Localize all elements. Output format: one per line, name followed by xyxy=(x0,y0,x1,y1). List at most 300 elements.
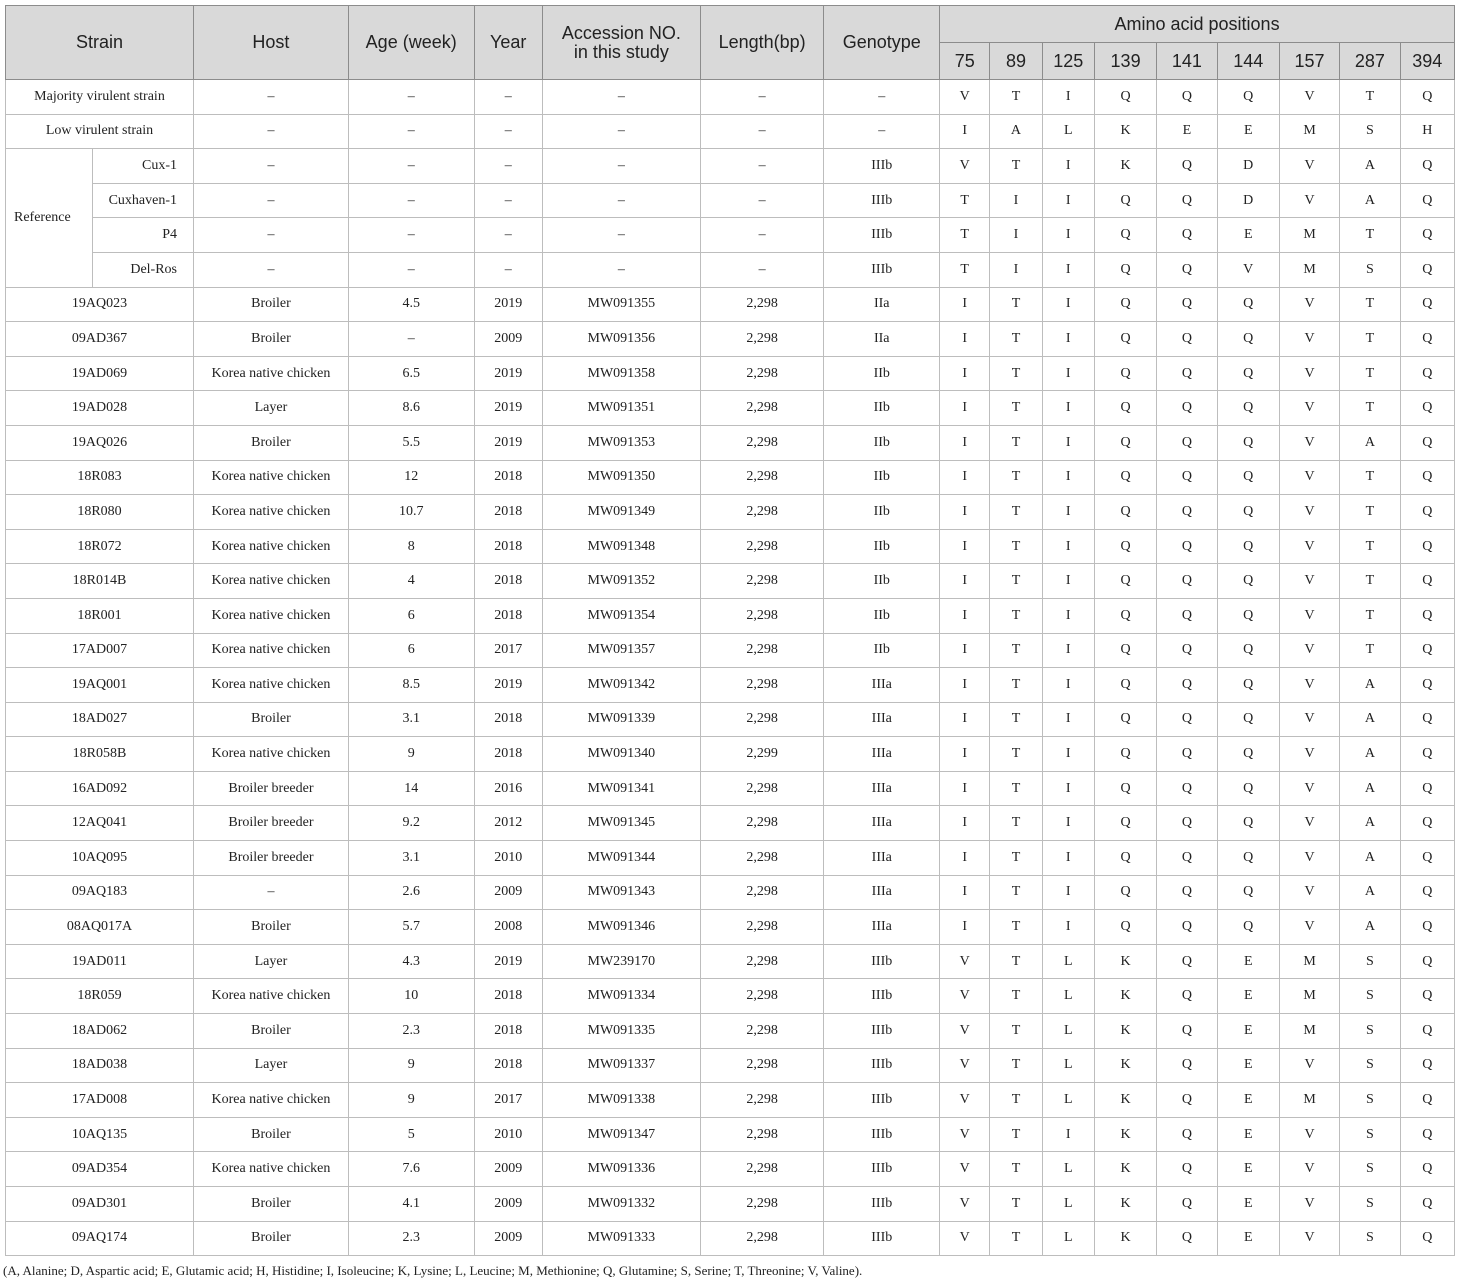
header-year: Year xyxy=(474,6,542,80)
amino-acid-cell: I xyxy=(1042,356,1094,391)
strain-cell: 19AD028 xyxy=(6,391,194,426)
year-cell: – xyxy=(474,252,542,287)
table-row xyxy=(6,322,1455,357)
host-cell: Broiler xyxy=(194,1117,349,1152)
amino-acid-cell: K xyxy=(1094,114,1156,149)
amino-acid-cell: Q xyxy=(1157,495,1217,530)
age-cell: – xyxy=(348,252,474,287)
amino-acid-cell: T xyxy=(990,979,1042,1014)
amino-acid-cell: Q xyxy=(1157,944,1217,979)
table-row xyxy=(6,529,1455,564)
host-cell: Broiler breeder xyxy=(194,771,349,806)
accession-cell: MW091332 xyxy=(542,1187,700,1222)
amino-acid-cell: Q xyxy=(1217,425,1279,460)
host-cell: – xyxy=(194,114,349,149)
strain-cell: Majority virulent strain xyxy=(6,80,194,115)
length-cell: 2,298 xyxy=(700,322,824,357)
table-row xyxy=(6,80,1455,115)
age-cell: 6.5 xyxy=(348,356,474,391)
accession-cell: MW091344 xyxy=(542,841,700,876)
amino-acid-cell: Q xyxy=(1400,425,1454,460)
amino-acid-cell: K xyxy=(1094,1083,1156,1118)
host-cell: Korea native chicken xyxy=(194,460,349,495)
amino-acid-cell: A xyxy=(1340,910,1400,945)
amino-acid-cell: I xyxy=(940,460,990,495)
age-cell: 7.6 xyxy=(348,1152,474,1187)
table-row xyxy=(6,944,1455,979)
accession-cell: MW091353 xyxy=(542,425,700,460)
table-row xyxy=(6,633,1455,668)
amino-acid-cell: A xyxy=(1340,668,1400,703)
amino-acid-cell: Q xyxy=(1217,391,1279,426)
length-cell: 2,298 xyxy=(700,1083,824,1118)
amino-acid-cell: K xyxy=(1094,149,1156,184)
amino-acid-cell: Q xyxy=(1400,1187,1454,1222)
table-row xyxy=(6,668,1455,703)
amino-acid-cell: M xyxy=(1279,1014,1339,1049)
amino-acid-cell: S xyxy=(1340,1083,1400,1118)
strain-cell: 16AD092 xyxy=(6,771,194,806)
amino-acid-cell: Q xyxy=(1157,737,1217,772)
year-cell: 2018 xyxy=(474,460,542,495)
age-cell: 8.5 xyxy=(348,668,474,703)
length-cell: – xyxy=(700,183,824,218)
amino-acid-cell: I xyxy=(1042,737,1094,772)
amino-acid-cell: T xyxy=(990,771,1042,806)
year-cell: 2008 xyxy=(474,910,542,945)
host-cell: Broiler breeder xyxy=(194,841,349,876)
genotype-cell: IIIb xyxy=(824,1083,940,1118)
length-cell: 2,298 xyxy=(700,391,824,426)
amino-acid-cell: V xyxy=(1279,841,1339,876)
amino-acid-cell: Q xyxy=(1400,702,1454,737)
amino-acid-cell: E xyxy=(1217,1187,1279,1222)
amino-acid-cell: E xyxy=(1217,979,1279,1014)
amino-acid-cell: Q xyxy=(1094,771,1156,806)
header-position: 139 xyxy=(1094,43,1156,80)
accession-cell: MW091349 xyxy=(542,495,700,530)
amino-acid-cell: Q xyxy=(1400,1221,1454,1256)
table-row xyxy=(6,806,1455,841)
table-body xyxy=(6,80,1455,1256)
amino-acid-cell: V xyxy=(1279,460,1339,495)
age-cell: 8.6 xyxy=(348,391,474,426)
amino-acid-cell: Q xyxy=(1217,668,1279,703)
amino-acid-cell: T xyxy=(990,910,1042,945)
amino-acid-cell: Q xyxy=(1217,460,1279,495)
header-position: 75 xyxy=(940,43,990,80)
amino-acid-cell: T xyxy=(990,1221,1042,1256)
host-cell: Broiler xyxy=(194,910,349,945)
amino-acid-cell: Q xyxy=(1217,841,1279,876)
table-row xyxy=(6,841,1455,876)
amino-acid-cell: T xyxy=(990,1014,1042,1049)
amino-acid-cell: I xyxy=(940,322,990,357)
amino-acid-cell: I xyxy=(1042,1117,1094,1152)
amino-acid-cell: Q xyxy=(1094,841,1156,876)
footnote: (A, Alanine; D, Aspartic acid; E, Glutamic acid; H, Histidine; I, Isoleucine; K, Lysine; L, Leucine; M, Methionine; Q, Glutamine; S, Serine; T, Threonine; V, Valine). xyxy=(3,1263,863,1278)
strain-cell: Del-Ros xyxy=(93,252,194,287)
amino-acid-cell: I xyxy=(1042,529,1094,564)
host-cell: Korea native chicken xyxy=(194,633,349,668)
amino-acid-cell: V xyxy=(1279,1187,1339,1222)
amino-acid-cell: V xyxy=(1279,80,1339,115)
host-cell: Korea native chicken xyxy=(194,495,349,530)
amino-acid-cell: Q xyxy=(1157,668,1217,703)
accession-cell: MW091333 xyxy=(542,1221,700,1256)
amino-acid-cell: V xyxy=(1279,1152,1339,1187)
accession-cell: MW091348 xyxy=(542,529,700,564)
amino-acid-cell: Q xyxy=(1157,425,1217,460)
amino-acid-cell: Q xyxy=(1094,183,1156,218)
accession-cell: MW239170 xyxy=(542,944,700,979)
amino-acid-cell: I xyxy=(1042,564,1094,599)
amino-acid-cell: T xyxy=(990,287,1042,322)
amino-acid-cell: T xyxy=(990,737,1042,772)
year-cell: – xyxy=(474,80,542,115)
length-cell: 2,298 xyxy=(700,668,824,703)
accession-cell: – xyxy=(542,252,700,287)
amino-acid-cell: L xyxy=(1042,1152,1094,1187)
amino-acid-cell: Q xyxy=(1400,668,1454,703)
amino-acid-cell: T xyxy=(990,149,1042,184)
year-cell: 2017 xyxy=(474,633,542,668)
genotype-cell: IIIb xyxy=(824,1152,940,1187)
amino-acid-cell: Q xyxy=(1157,287,1217,322)
strain-cell: 09AQ183 xyxy=(6,875,194,910)
amino-acid-cell: Q xyxy=(1400,875,1454,910)
amino-acid-cell: T xyxy=(940,252,990,287)
year-cell: – xyxy=(474,114,542,149)
amino-acid-cell: Q xyxy=(1094,460,1156,495)
amino-acid-cell: Q xyxy=(1400,841,1454,876)
amino-acid-cell: T xyxy=(1340,391,1400,426)
amino-acid-cell: I xyxy=(940,356,990,391)
strain-cell: 19AQ001 xyxy=(6,668,194,703)
length-cell: – xyxy=(700,114,824,149)
age-cell: – xyxy=(348,218,474,253)
amino-acid-cell: A xyxy=(1340,737,1400,772)
length-cell: 2,298 xyxy=(700,841,824,876)
amino-acid-cell: S xyxy=(1340,944,1400,979)
amino-acid-cell: I xyxy=(940,391,990,426)
amino-acid-cell: V xyxy=(1279,322,1339,357)
amino-acid-cell: V xyxy=(940,1117,990,1152)
table-row xyxy=(6,1152,1455,1187)
age-cell: 5.7 xyxy=(348,910,474,945)
amino-acid-cell: Q xyxy=(1400,495,1454,530)
table-row xyxy=(6,875,1455,910)
strain-cell: 10AQ135 xyxy=(6,1117,194,1152)
amino-acid-cell: Q xyxy=(1157,841,1217,876)
genotype-cell: IIIa xyxy=(824,875,940,910)
length-cell: 2,298 xyxy=(700,460,824,495)
length-cell: 2,298 xyxy=(700,1187,824,1222)
amino-acid-cell: T xyxy=(1340,495,1400,530)
amino-acid-cell: I xyxy=(1042,633,1094,668)
genotype-cell: IIIb xyxy=(824,979,940,1014)
amino-acid-cell: V xyxy=(1279,702,1339,737)
genotype-cell: IIb xyxy=(824,495,940,530)
length-cell: 2,298 xyxy=(700,1221,824,1256)
length-cell: 2,298 xyxy=(700,702,824,737)
amino-acid-cell: Q xyxy=(1157,252,1217,287)
amino-acid-cell: V xyxy=(1279,875,1339,910)
amino-acid-cell: V xyxy=(1279,806,1339,841)
amino-acid-cell: V xyxy=(1279,356,1339,391)
genotype-cell: – xyxy=(824,80,940,115)
accession-cell: MW091354 xyxy=(542,598,700,633)
accession-cell: MW091341 xyxy=(542,771,700,806)
table-row xyxy=(6,183,1455,218)
amino-acid-cell: M xyxy=(1279,979,1339,1014)
amino-acid-cell: T xyxy=(990,1048,1042,1083)
accession-cell: MW091352 xyxy=(542,564,700,599)
strain-cell: 18R059 xyxy=(6,979,194,1014)
length-cell: 2,298 xyxy=(700,633,824,668)
amino-acid-cell: S xyxy=(1340,1117,1400,1152)
amino-acid-cell: K xyxy=(1094,1048,1156,1083)
strain-cell: 18R083 xyxy=(6,460,194,495)
age-cell: 4.5 xyxy=(348,287,474,322)
host-cell: Layer xyxy=(194,944,349,979)
amino-acid-cell: K xyxy=(1094,979,1156,1014)
host-cell: Broiler xyxy=(194,425,349,460)
amino-acid-cell: Q xyxy=(1400,287,1454,322)
amino-acid-cell: T xyxy=(990,841,1042,876)
amino-acid-cell: Q xyxy=(1217,633,1279,668)
year-cell: 2010 xyxy=(474,1117,542,1152)
year-cell: 2019 xyxy=(474,391,542,426)
amino-acid-cell: Q xyxy=(1400,771,1454,806)
amino-acid-cell: V xyxy=(1279,598,1339,633)
host-cell: Layer xyxy=(194,391,349,426)
amino-acid-cell: Q xyxy=(1217,564,1279,599)
header-genotype: Genotype xyxy=(824,6,940,80)
amino-acid-cell: Q xyxy=(1157,356,1217,391)
amino-acid-cell: Q xyxy=(1400,598,1454,633)
amino-acid-cell: I xyxy=(940,875,990,910)
age-cell: – xyxy=(348,322,474,357)
strain-cell: 18AD038 xyxy=(6,1048,194,1083)
amino-acid-cell: I xyxy=(1042,425,1094,460)
year-cell: 2009 xyxy=(474,1152,542,1187)
accession-cell: MW091351 xyxy=(542,391,700,426)
amino-acid-cell: V xyxy=(940,1152,990,1187)
amino-acid-cell: A xyxy=(1340,425,1400,460)
genotype-cell: IIIb xyxy=(824,944,940,979)
amino-acid-cell: T xyxy=(1340,322,1400,357)
accession-cell: MW091346 xyxy=(542,910,700,945)
host-cell: Korea native chicken xyxy=(194,529,349,564)
amino-acid-cell: I xyxy=(1042,771,1094,806)
amino-acid-cell: T xyxy=(990,80,1042,115)
table-row xyxy=(6,460,1455,495)
amino-acid-cell: E xyxy=(1217,1083,1279,1118)
amino-acid-cell: V xyxy=(1279,1221,1339,1256)
age-cell: 4 xyxy=(348,564,474,599)
amino-acid-cell: Q xyxy=(1217,910,1279,945)
amino-acid-cell: Q xyxy=(1094,287,1156,322)
strain-cell: 17AD007 xyxy=(6,633,194,668)
amino-acid-cell: I xyxy=(940,633,990,668)
age-cell: 4.1 xyxy=(348,1187,474,1222)
genotype-cell: IIIa xyxy=(824,702,940,737)
accession-cell: MW091336 xyxy=(542,1152,700,1187)
amino-acid-cell: M xyxy=(1279,114,1339,149)
amino-acid-cell: Q xyxy=(1400,356,1454,391)
header-age: Age (week) xyxy=(348,6,474,80)
amino-acid-cell: V xyxy=(940,1014,990,1049)
accession-cell: MW091355 xyxy=(542,287,700,322)
amino-acid-cell: Q xyxy=(1217,529,1279,564)
amino-acid-cell: T xyxy=(1340,287,1400,322)
year-cell: 2019 xyxy=(474,287,542,322)
age-cell: 5.5 xyxy=(348,425,474,460)
amino-acid-cell: T xyxy=(990,1117,1042,1152)
amino-acid-cell: Q xyxy=(1400,252,1454,287)
amino-acid-cell: S xyxy=(1340,1152,1400,1187)
amino-acid-cell: V xyxy=(1279,391,1339,426)
host-cell: – xyxy=(194,80,349,115)
amino-acid-cell: Q xyxy=(1157,1048,1217,1083)
amino-acid-cell: Q xyxy=(1094,875,1156,910)
host-cell: Broiler xyxy=(194,1014,349,1049)
genotype-cell: IIIb xyxy=(824,1187,940,1222)
amino-acid-cell: Q xyxy=(1157,633,1217,668)
table-row xyxy=(6,771,1455,806)
amino-acid-cell: T xyxy=(990,1152,1042,1187)
age-cell: 3.1 xyxy=(348,702,474,737)
accession-cell: MW091339 xyxy=(542,702,700,737)
genotype-cell: IIIa xyxy=(824,668,940,703)
host-cell: Korea native chicken xyxy=(194,737,349,772)
amino-acid-cell: Q xyxy=(1157,771,1217,806)
amino-acid-cell: K xyxy=(1094,1117,1156,1152)
amino-acid-cell: T xyxy=(1340,218,1400,253)
amino-acid-cell: Q xyxy=(1217,806,1279,841)
amino-acid-cell: E xyxy=(1217,218,1279,253)
table-row xyxy=(6,737,1455,772)
amino-acid-cell: T xyxy=(1340,598,1400,633)
strain-cell: 18R001 xyxy=(6,598,194,633)
age-cell: 2.3 xyxy=(348,1014,474,1049)
amino-acid-cell: S xyxy=(1340,1187,1400,1222)
table-header xyxy=(6,6,1455,80)
amino-acid-cell: T xyxy=(990,356,1042,391)
amino-acid-cell: Q xyxy=(1400,1152,1454,1187)
genotype-cell: IIIa xyxy=(824,737,940,772)
age-cell: 8 xyxy=(348,529,474,564)
table-row xyxy=(6,564,1455,599)
accession-cell: MW091342 xyxy=(542,668,700,703)
accession-cell: MW091334 xyxy=(542,979,700,1014)
amino-acid-cell: V xyxy=(1279,1117,1339,1152)
host-cell: Layer xyxy=(194,1048,349,1083)
amino-acid-cell: Q xyxy=(1094,668,1156,703)
amino-acid-cell: T xyxy=(990,322,1042,357)
age-cell: 6 xyxy=(348,598,474,633)
amino-acid-cell: S xyxy=(1340,1048,1400,1083)
amino-acid-cell: I xyxy=(940,114,990,149)
age-cell: – xyxy=(348,149,474,184)
table-row xyxy=(6,149,1455,184)
length-cell: 2,298 xyxy=(700,1048,824,1083)
amino-acid-cell: V xyxy=(1279,495,1339,530)
genotype-cell: IIb xyxy=(824,633,940,668)
length-cell: 2,298 xyxy=(700,287,824,322)
strain-cell: P4 xyxy=(93,218,194,253)
amino-acid-cell: K xyxy=(1094,944,1156,979)
genotype-cell: IIIb xyxy=(824,1048,940,1083)
amino-acid-cell: T xyxy=(990,1187,1042,1222)
amino-acid-cell: M xyxy=(1279,944,1339,979)
genotype-cell: IIIb xyxy=(824,183,940,218)
strain-cell: 18R014B xyxy=(6,564,194,599)
amino-acid-cell: Q xyxy=(1157,460,1217,495)
year-cell: – xyxy=(474,183,542,218)
amino-acid-cell: I xyxy=(1042,218,1094,253)
length-cell: 2,298 xyxy=(700,564,824,599)
year-cell: – xyxy=(474,218,542,253)
genotype-cell: IIb xyxy=(824,529,940,564)
amino-acid-cell: Q xyxy=(1400,737,1454,772)
amino-acid-cell: V xyxy=(1217,252,1279,287)
amino-acid-cell: S xyxy=(1340,114,1400,149)
age-cell: 4.3 xyxy=(348,944,474,979)
header-length: Length(bp) xyxy=(700,6,824,80)
genotype-cell: IIIb xyxy=(824,1221,940,1256)
header-accession xyxy=(542,6,700,80)
genotype-cell: IIb xyxy=(824,564,940,599)
amino-acid-cell: L xyxy=(1042,944,1094,979)
age-cell: 9 xyxy=(348,1083,474,1118)
genotype-cell: IIIa xyxy=(824,806,940,841)
strain-cell: 09AQ174 xyxy=(6,1221,194,1256)
header-position: 157 xyxy=(1279,43,1339,80)
amino-acid-cell: V xyxy=(1279,564,1339,599)
amino-acid-cell: Q xyxy=(1094,391,1156,426)
amino-acid-cell: T xyxy=(1340,460,1400,495)
amino-acid-cell: K xyxy=(1094,1152,1156,1187)
header-accession-line2: in this study xyxy=(573,41,669,62)
year-cell: 2019 xyxy=(474,668,542,703)
length-cell: – xyxy=(700,218,824,253)
amino-acid-cell: Q xyxy=(1217,80,1279,115)
header-accession-line1: Accession NO. xyxy=(561,22,681,43)
year-cell: 2018 xyxy=(474,1048,542,1083)
amino-acid-cell: I xyxy=(1042,806,1094,841)
amino-acid-cell: K xyxy=(1094,1014,1156,1049)
amino-acid-cell: Q xyxy=(1094,252,1156,287)
year-cell: 2018 xyxy=(474,529,542,564)
year-cell: 2009 xyxy=(474,1221,542,1256)
amino-acid-cell: Q xyxy=(1094,702,1156,737)
amino-acid-cell: I xyxy=(940,702,990,737)
amino-acid-cell: Q xyxy=(1094,564,1156,599)
amino-acid-cell: T xyxy=(1340,356,1400,391)
strain-cell: Cux-1 xyxy=(93,149,194,184)
year-cell: 2012 xyxy=(474,806,542,841)
amino-acid-cell: Q xyxy=(1157,1152,1217,1187)
amino-acid-cell: E xyxy=(1217,1152,1279,1187)
amino-acid-cell: M xyxy=(1279,1083,1339,1118)
amino-acid-cell: Q xyxy=(1157,149,1217,184)
age-cell: – xyxy=(348,80,474,115)
amino-acid-cell: V xyxy=(1279,425,1339,460)
host-cell: Korea native chicken xyxy=(194,1152,349,1187)
amino-acid-cell: V xyxy=(940,1048,990,1083)
